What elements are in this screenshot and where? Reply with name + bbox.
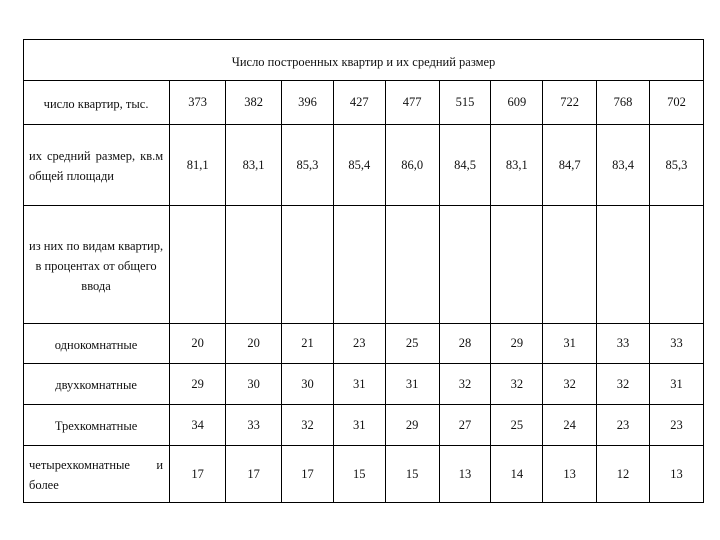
table-cell: 396 [282,81,334,125]
table-cell: 20 [170,324,226,364]
table-cell: 23 [333,324,385,364]
table-cell [491,206,543,324]
table-cell: 32 [543,364,597,405]
table-row [24,125,704,206]
table-cell: 722 [543,81,597,125]
table-cell: 515 [439,81,491,125]
table-cell: 23 [649,405,703,446]
table-cell: 23 [597,405,650,446]
table-cell: 702 [649,81,703,125]
table-cell: 25 [491,405,543,446]
row-label: их средний размер, кв.м общей площади [24,125,170,206]
table-cell: 17 [226,446,282,503]
table-cell: 85,3 [282,125,334,206]
table-cell: 29 [385,405,439,446]
row-label: из них по видам квартир, в процентах от общего ввода [24,206,170,324]
table-cell: 85,4 [333,125,385,206]
table-cell [649,206,703,324]
table-cell: 31 [649,364,703,405]
table-cell: 83,1 [226,125,282,206]
table-cell [226,206,282,324]
table-cell: 13 [439,446,491,503]
table-cell: 17 [282,446,334,503]
table-cell: 86,0 [385,125,439,206]
table-cell: 609 [491,81,543,125]
table-cell: 28 [439,324,491,364]
table-cell: 30 [226,364,282,405]
row-label: однокомнатные [24,324,170,364]
table-cell: 31 [543,324,597,364]
table-cell [385,206,439,324]
table-row [24,364,704,405]
table-cell: 32 [491,364,543,405]
table-cell: 30 [282,364,334,405]
row-label: четырехкомнатные и более [24,446,170,503]
table-cell: 15 [385,446,439,503]
table-cell: 81,1 [170,125,226,206]
table-cell: 427 [333,81,385,125]
table-cell: 33 [649,324,703,364]
table-cell: 21 [282,324,334,364]
table-row [24,446,704,503]
table-cell: 14 [491,446,543,503]
table-cell: 31 [333,405,385,446]
table-cell: 32 [439,364,491,405]
table-cell: 15 [333,446,385,503]
table-cell: 27 [439,405,491,446]
table-cell: 25 [385,324,439,364]
row-label: число квартир, тыс. [24,81,170,125]
table-cell: 31 [333,364,385,405]
table-row [24,81,704,125]
table-cell: 83,1 [491,125,543,206]
table-cell [170,206,226,324]
table-cell: 29 [170,364,226,405]
table-cell: 24 [543,405,597,446]
table-cell: 34 [170,405,226,446]
table-cell: 768 [597,81,650,125]
table-row [24,324,704,364]
table-cell [333,206,385,324]
table-cell: 373 [170,81,226,125]
table-cell: 29 [491,324,543,364]
table-cell: 32 [597,364,650,405]
table-cell: 382 [226,81,282,125]
table-cell: 13 [649,446,703,503]
title-row [24,40,704,81]
table-title: Число построенных квартир и их средний размер [24,40,704,81]
statistics-table [23,39,704,503]
table-cell: 33 [226,405,282,446]
table-cell: 84,7 [543,125,597,206]
row-label: двухкомнатные [24,364,170,405]
row-label: Трехкомнатные [24,405,170,446]
table-cell: 477 [385,81,439,125]
table-cell: 85,3 [649,125,703,206]
table-cell: 31 [385,364,439,405]
table-cell [543,206,597,324]
table-cell: 12 [597,446,650,503]
table-cell: 84,5 [439,125,491,206]
table-cell: 33 [597,324,650,364]
table-cell: 83,4 [597,125,650,206]
table-row [24,206,704,324]
table-cell: 13 [543,446,597,503]
table-cell [439,206,491,324]
table-cell [597,206,650,324]
table-cell [282,206,334,324]
table-cell: 17 [170,446,226,503]
table-cell: 20 [226,324,282,364]
table-row [24,405,704,446]
table-cell: 32 [282,405,334,446]
